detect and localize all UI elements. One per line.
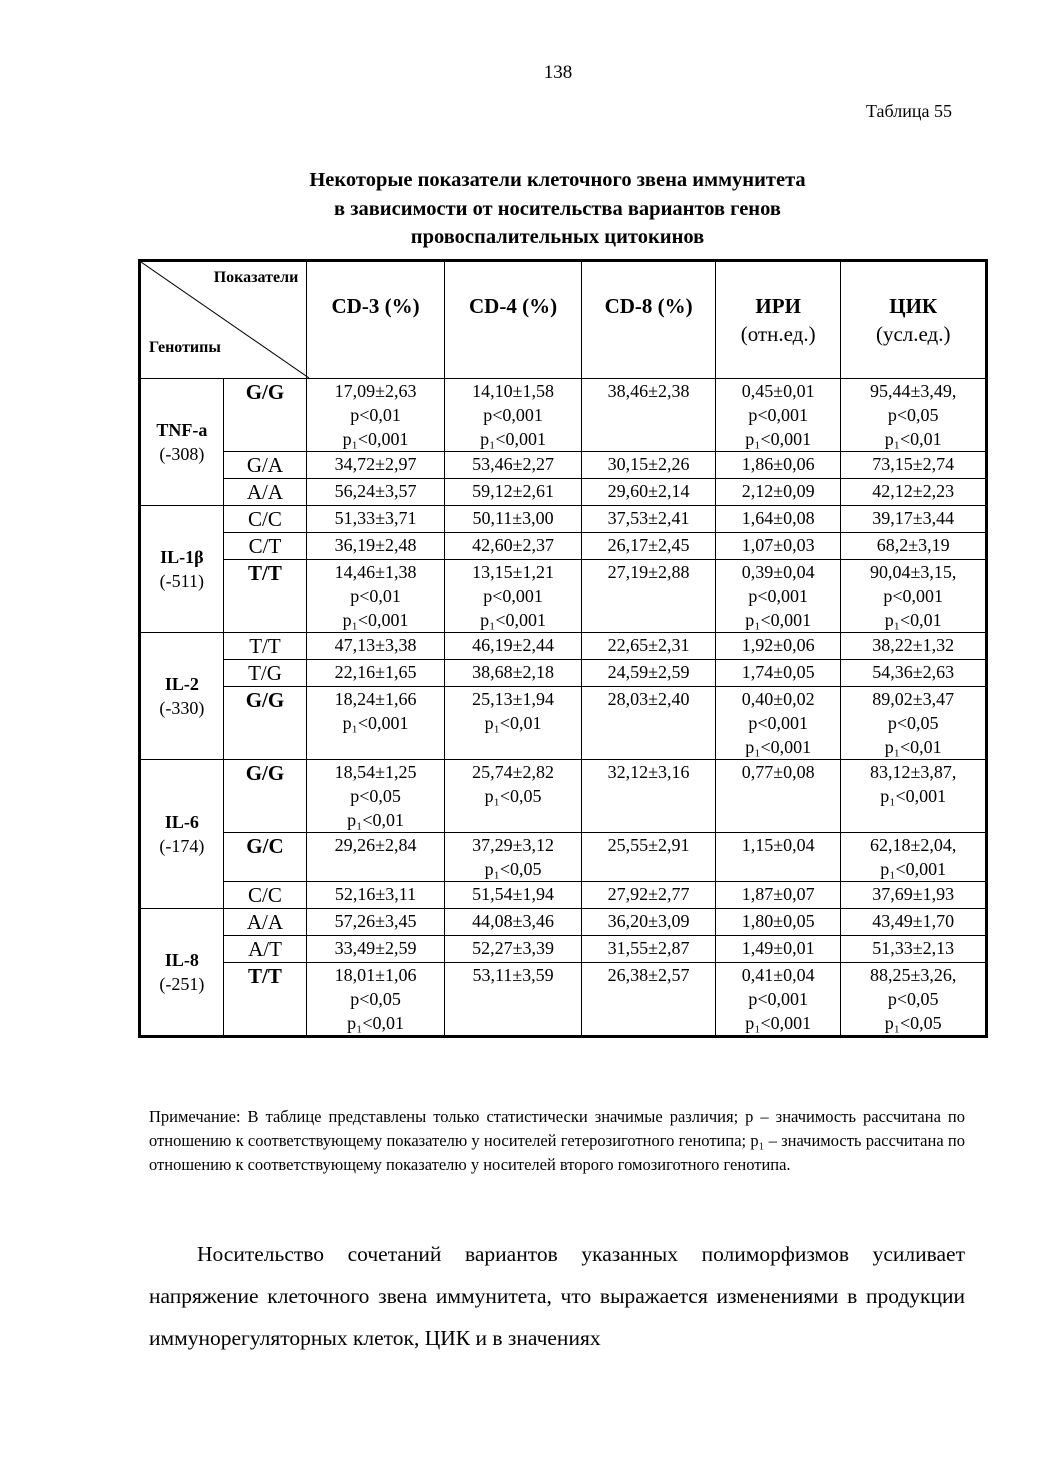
table-row (140, 533, 987, 560)
value-cell-iri (715, 760, 841, 833)
p-value: p<0,001 (883, 586, 944, 606)
table-row (140, 560, 987, 633)
p-value: p<0,01 (350, 586, 401, 606)
gene-cell (140, 909, 224, 1037)
mean-value: 83,12±3,87, (870, 762, 957, 782)
value-cell-cd8 (582, 533, 716, 560)
mean-value: 29,26±2,84 (334, 835, 417, 855)
title-line: провоспалительных цитокинов (410, 226, 705, 248)
page-number: 138 (543, 62, 573, 83)
title-line: Некоторые показатели клеточного звена иммунитета (309, 169, 806, 191)
genotype-cell: G/G (223, 760, 307, 833)
gene-name: TNF-a (156, 420, 208, 440)
value-cell-iri (715, 909, 841, 936)
value-cell-iri (715, 506, 841, 533)
value-cell-cd8 (582, 379, 716, 452)
value-cell-cd8 (582, 633, 716, 660)
table-row (140, 833, 987, 882)
mean-value: 39,17±3,44 (872, 508, 955, 528)
p-value: p₁<0,001 (745, 737, 812, 757)
value-cell-cd4 (444, 909, 582, 936)
mean-value: 36,19±2,48 (334, 535, 417, 555)
value-cell-cd4 (444, 760, 582, 833)
value-cell-iri (715, 882, 841, 909)
genotype-cell: T/T (223, 633, 307, 660)
value-cell-cd4 (444, 936, 582, 963)
p-value: p₁<0,001 (880, 859, 947, 879)
p-value: p<0,05 (350, 786, 401, 806)
gene-position: (-330) (159, 698, 205, 718)
value-cell-cd4 (444, 560, 582, 633)
value-cell-iri (715, 452, 841, 479)
p-value: p<0,01 (350, 405, 401, 425)
value-cell-cik (841, 760, 987, 833)
corner-header-cell (140, 261, 307, 379)
mean-value: 14,46±1,38 (334, 562, 417, 582)
mean-value: 59,12±2,61 (472, 481, 554, 501)
p-value: p<0,001 (748, 989, 808, 1009)
mean-value: 34,72±2,97 (334, 454, 417, 474)
gene-name: IL-2 (164, 674, 199, 694)
value-cell-cd4 (444, 882, 582, 909)
mean-value: 36,20±3,09 (607, 911, 690, 931)
mean-value: 25,55±2,91 (607, 835, 690, 855)
value-cell-cik (841, 379, 987, 452)
value-cell-cd8 (582, 882, 716, 909)
value-cell-cd8 (582, 833, 716, 882)
value-cell-cd4 (444, 660, 582, 687)
mean-value: 24,59±2,59 (607, 662, 690, 682)
mean-value: 0,40±0,02 (741, 689, 815, 709)
p-value: p₁<0,001 (880, 786, 947, 806)
value-cell-cd3 (307, 936, 445, 963)
mean-value: 32,12±3,16 (607, 762, 690, 782)
value-cell-cd4 (444, 833, 582, 882)
mean-value: 18,01±1,06 (334, 965, 417, 985)
mean-value: 28,03±2,40 (607, 689, 690, 709)
mean-value: 47,13±3,38 (334, 635, 417, 655)
value-cell-iri (715, 379, 841, 452)
mean-value: 25,74±2,82 (472, 762, 554, 782)
mean-value: 68,2±3,19 (876, 535, 950, 555)
mean-value: 51,54±1,94 (472, 884, 554, 904)
value-cell-cd8 (582, 760, 716, 833)
mean-value: 31,55±2,87 (607, 938, 690, 958)
genotype-cell: C/T (223, 533, 307, 560)
genotype-cell: T/T (223, 560, 307, 633)
value-cell-iri (715, 660, 841, 687)
mean-value: 54,36±2,63 (872, 662, 955, 682)
value-cell-cd4 (444, 479, 582, 506)
mean-value: 27,19±2,88 (607, 562, 690, 582)
mean-value: 88,25±3,26, (870, 965, 957, 985)
gene-position: (-308) (159, 444, 205, 464)
header-row (140, 261, 987, 379)
genotype-cell: T/T (223, 963, 307, 1037)
mean-value: 52,16±3,11 (334, 884, 417, 904)
p-value: p₁<0,001 (745, 610, 812, 630)
p-value: p<0,05 (887, 405, 939, 425)
value-cell-cd8 (582, 452, 716, 479)
value-cell-cik (841, 936, 987, 963)
value-cell-cd4 (444, 687, 582, 760)
p-value: p₁<0,05 (884, 1013, 942, 1033)
table-row (140, 963, 987, 1037)
mean-value: 90,04±3,15, (870, 562, 957, 582)
results-table (138, 259, 988, 1038)
mean-value: 95,44±3,49, (870, 381, 957, 401)
mean-value: 37,69±1,93 (872, 884, 955, 904)
mean-value: 30,15±2,26 (607, 454, 690, 474)
mean-value: 44,08±3,46 (472, 911, 554, 931)
value-cell-cik (841, 479, 987, 506)
value-cell-iri (715, 963, 841, 1037)
table-row (140, 660, 987, 687)
mean-value: 14,10±1,58 (472, 381, 554, 401)
gene-cell (140, 379, 224, 506)
mean-value: 17,09±2,63 (334, 381, 417, 401)
column-header-cd4 (444, 261, 582, 379)
mean-value: 46,19±2,44 (472, 635, 554, 655)
mean-value: 38,22±1,32 (872, 635, 955, 655)
table-row (140, 479, 987, 506)
gene-name: IL-1β (160, 547, 204, 567)
mean-value: 53,11±3,59 (472, 965, 554, 985)
table-title (150, 166, 965, 252)
value-cell-iri (715, 560, 841, 633)
mean-value: 18,54±1,25 (334, 762, 417, 782)
p-value: p<0,05 (350, 989, 401, 1009)
value-cell-cik (841, 506, 987, 533)
value-cell-cd3 (307, 909, 445, 936)
mean-value: 27,92±2,77 (607, 884, 690, 904)
mean-value: 1,74±0,05 (741, 662, 815, 682)
mean-value: 57,26±3,45 (334, 911, 417, 931)
column-header-label: CD-8 (%) (604, 294, 693, 318)
table-row (140, 760, 987, 833)
value-cell-cd3 (307, 560, 445, 633)
p-value: p₁<0,01 (884, 737, 942, 757)
value-cell-cik (841, 882, 987, 909)
table-row (140, 936, 987, 963)
mean-value: 22,16±1,65 (334, 662, 417, 682)
mean-value: 0,39±0,04 (741, 562, 815, 582)
value-cell-cd4 (444, 963, 582, 1037)
table-note: Примечание: В таблице представлены только статистически значимые различия; p – значимость рассчитана по отношению к соответствующему показателю у носителей гетерозиготного генотипа; p₁ – значимость рассчитана по отношению к соответствующему показателю у носителей второго гомозиготного генотипа. (149, 1107, 965, 1174)
mean-value: 18,24±1,66 (334, 689, 417, 709)
mean-value: 26,38±2,57 (607, 965, 690, 985)
column-header-unit: (усл.ед.) (875, 322, 951, 346)
mean-value: 62,18±2,04, (870, 835, 957, 855)
p-value: p₁<0,01 (347, 810, 404, 830)
p-value: p₁<0,001 (745, 1013, 812, 1033)
value-cell-cd3 (307, 963, 445, 1037)
body-paragraph: Носительство сочетаний вариантов указанных полиморфизмов усиливает напряжение клеточного звена иммунитета, что выражается изменениями в продукции иммунорегуляторных клеток, ЦИК и в значениях (149, 1242, 965, 1350)
p-value: p₁<0,001 (480, 429, 547, 449)
value-cell-cd3 (307, 379, 445, 452)
mean-value: 37,29±3,12 (472, 835, 554, 855)
value-cell-cik (841, 833, 987, 882)
value-cell-cd4 (444, 533, 582, 560)
column-header-cd3 (307, 261, 445, 379)
genotype-cell: A/A (223, 909, 307, 936)
mean-value: 51,33±2,13 (872, 938, 955, 958)
column-header-label: ИРИ (755, 294, 801, 318)
mean-value: 38,68±2,18 (472, 662, 554, 682)
p-value: p₁<0,01 (347, 1013, 404, 1033)
p-value: p<0,001 (748, 405, 808, 425)
gene-position: (-511) (159, 571, 204, 591)
genotype-cell: T/G (223, 660, 307, 687)
corner-label-indicators: Показатели (213, 269, 299, 286)
p-value: p<0,001 (483, 586, 543, 606)
genotype-cell: G/A (223, 452, 307, 479)
p-value: p₁<0,05 (484, 786, 542, 806)
value-cell-cd4 (444, 506, 582, 533)
genotype-cell: C/C (223, 882, 307, 909)
mean-value: 38,46±2,38 (607, 381, 690, 401)
p-value: p<0,05 (887, 989, 939, 1009)
value-cell-cd3 (307, 533, 445, 560)
genotype-cell: A/A (223, 479, 307, 506)
table-row (140, 687, 987, 760)
mean-value: 0,77±0,08 (741, 762, 815, 782)
value-cell-iri (715, 687, 841, 760)
p-value: p<0,001 (748, 586, 808, 606)
mean-value: 53,46±2,27 (472, 454, 554, 474)
value-cell-cik (841, 660, 987, 687)
table-row (140, 506, 987, 533)
value-cell-cd3 (307, 882, 445, 909)
mean-value: 50,11±3,00 (472, 508, 554, 528)
value-cell-cik (841, 560, 987, 633)
value-cell-cd8 (582, 687, 716, 760)
mean-value: 1,64±0,08 (741, 508, 815, 528)
title-line: в зависимости от носительства вариантов генов (334, 197, 781, 220)
gene-position: (-174) (159, 836, 205, 856)
column-header-cik (841, 261, 987, 379)
p-value: p₁<0,001 (480, 610, 547, 630)
p-value: p<0,05 (887, 713, 939, 733)
corner-label-genotypes: Генотипы (149, 339, 221, 356)
value-cell-iri (715, 479, 841, 506)
mean-value: 1,80±0,05 (741, 911, 815, 931)
mean-value: 1,87±0,07 (741, 884, 815, 904)
value-cell-cd8 (582, 506, 716, 533)
table-row (140, 882, 987, 909)
value-cell-cd3 (307, 660, 445, 687)
mean-value: 33,49±2,59 (334, 938, 417, 958)
value-cell-cd4 (444, 633, 582, 660)
value-cell-iri (715, 533, 841, 560)
value-cell-cik (841, 633, 987, 660)
mean-value: 1,15±0,04 (741, 835, 815, 855)
column-header-label: CD-3 (%) (331, 294, 420, 318)
value-cell-cd8 (582, 936, 716, 963)
genotype-cell: A/T (223, 936, 307, 963)
value-cell-cd8 (582, 909, 716, 936)
mean-value: 52,27±3,39 (472, 938, 554, 958)
value-cell-cd3 (307, 479, 445, 506)
value-cell-cd8 (582, 963, 716, 1037)
mean-value: 1,49±0,01 (741, 938, 815, 958)
genotype-cell: G/G (223, 687, 307, 760)
column-header-cd8 (582, 261, 716, 379)
mean-value: 43,49±1,70 (872, 911, 955, 931)
mean-value: 1,86±0,06 (741, 454, 815, 474)
mean-value: 0,41±0,04 (741, 965, 815, 985)
value-cell-cd3 (307, 633, 445, 660)
mean-value: 22,65±2,31 (607, 635, 690, 655)
value-cell-cd3 (307, 760, 445, 833)
p-value: p₁<0,01 (484, 713, 542, 733)
mean-value: 73,15±2,74 (872, 454, 955, 474)
value-cell-cik (841, 963, 987, 1037)
p-value: p₁<0,001 (342, 713, 409, 733)
gene-name: IL-6 (164, 812, 199, 832)
table-row (140, 379, 987, 452)
value-cell-cd3 (307, 506, 445, 533)
table-row (140, 909, 987, 936)
mean-value: 1,07±0,03 (741, 535, 815, 555)
mean-value: 56,24±3,57 (334, 481, 417, 501)
genotype-cell: G/G (223, 379, 307, 452)
column-header-label: CD-4 (%) (469, 294, 558, 318)
table-row (140, 452, 987, 479)
mean-value: 37,53±2,41 (607, 508, 690, 528)
table-label: Таблица 55 (866, 101, 952, 121)
column-header-label: ЦИК (889, 294, 938, 318)
value-cell-cik (841, 687, 987, 760)
value-cell-cik (841, 533, 987, 560)
p-value: p<0,001 (483, 405, 543, 425)
value-cell-cik (841, 909, 987, 936)
value-cell-cd3 (307, 452, 445, 479)
gene-cell (140, 506, 224, 633)
value-cell-cd4 (444, 452, 582, 479)
mean-value: 1,92±0,06 (741, 635, 815, 655)
mean-value: 25,13±1,94 (472, 689, 554, 709)
mean-value: 29,60±2,14 (607, 481, 690, 501)
p-value: p₁<0,001 (745, 429, 812, 449)
mean-value: 51,33±3,71 (334, 508, 417, 528)
value-cell-cd8 (582, 660, 716, 687)
p-value: p<0,001 (748, 713, 808, 733)
mean-value: 89,02±3,47 (872, 689, 955, 709)
p-value: p₁<0,001 (342, 610, 409, 630)
value-cell-iri (715, 833, 841, 882)
value-cell-iri (715, 633, 841, 660)
gene-name: IL-8 (164, 950, 199, 970)
mean-value: 13,15±1,21 (472, 562, 554, 582)
value-cell-iri (715, 936, 841, 963)
column-header-iri (715, 261, 841, 379)
mean-value: 26,17±2,45 (607, 535, 690, 555)
mean-value: 0,45±0,01 (741, 381, 815, 401)
p-value: p₁<0,05 (484, 859, 542, 879)
mean-value: 42,12±2,23 (872, 481, 955, 501)
genotype-cell: C/C (223, 506, 307, 533)
p-value: p₁<0,001 (342, 429, 409, 449)
gene-cell (140, 633, 224, 760)
mean-value: 42,60±2,37 (472, 535, 554, 555)
value-cell-cd8 (582, 479, 716, 506)
value-cell-cd4 (444, 379, 582, 452)
mean-value: 2,12±0,09 (741, 481, 815, 501)
value-cell-cd8 (582, 560, 716, 633)
value-cell-cd3 (307, 833, 445, 882)
table-row (140, 633, 987, 660)
column-header-unit: (отн.ед.) (740, 322, 816, 346)
value-cell-cd3 (307, 687, 445, 760)
p-value: p₁<0,01 (884, 610, 942, 630)
value-cell-cik (841, 452, 987, 479)
gene-position: (-251) (159, 974, 205, 994)
p-value: p₁<0,01 (884, 429, 942, 449)
genotype-cell: G/C (223, 833, 307, 882)
gene-cell (140, 760, 224, 909)
